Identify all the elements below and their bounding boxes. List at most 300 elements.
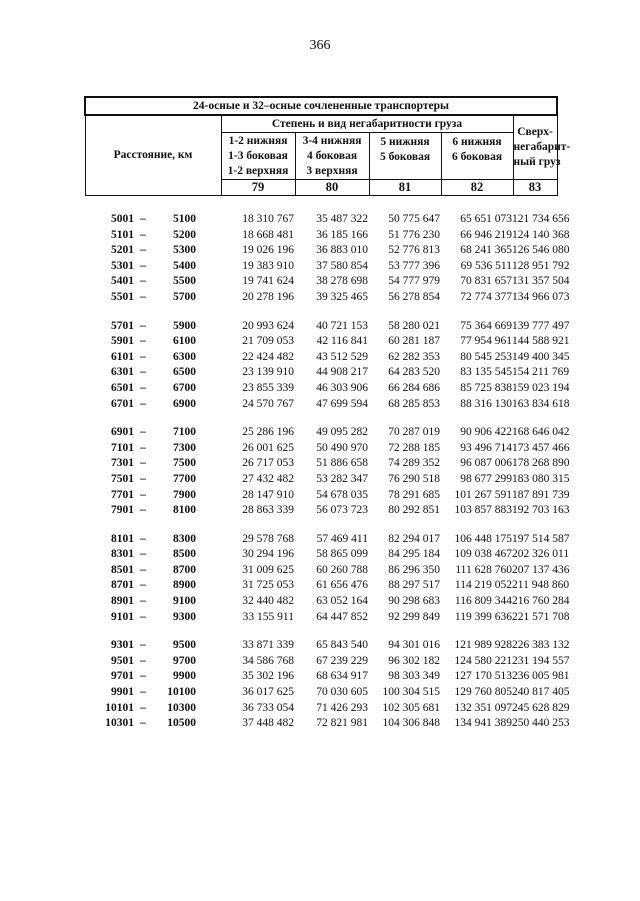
distance-dash: – [140,670,146,683]
distance-dash: – [140,701,146,714]
distance-to: 9300 [173,610,196,623]
table-row [84,532,556,548]
data-table-body [84,212,570,732]
value-cell: 50 490 970 [316,441,368,454]
value-cell: 83 135 545 [460,366,512,379]
value-cell: 131 357 504 [512,275,570,288]
distance-from: 5001 [111,213,134,225]
distance-from: 8501 [111,563,134,576]
table-row [84,441,556,457]
table-title: 24-осные и 32–осные сочлененные транспортеры [85,97,557,115]
distance-dash: – [140,366,146,379]
value-cell: 64 283 520 [388,366,440,379]
gap-cell [84,519,556,532]
value-cell: 211 948 860 [512,579,570,592]
distance-dash: – [140,654,146,667]
distance-to: 7500 [173,457,196,470]
distance-to: 6700 [173,381,196,394]
distance-dash: – [140,441,146,454]
distance-cell [84,425,220,441]
table-row [84,716,556,732]
column-header-line: 6 нижняя [452,136,502,148]
distance-from: 8101 [111,532,134,545]
distance-dash: – [140,548,146,561]
value-cell: 60 260 788 [316,563,368,576]
table-row [84,319,556,335]
value-cell: 72 774 377 [460,290,512,303]
distance-cell [84,441,220,457]
row-group-gap [84,412,556,425]
value-cell: 29 578 768 [242,532,294,545]
value-cell: 52 776 813 [388,244,440,257]
distance-cell [84,334,220,350]
column-header-line: 3 верхняя [306,164,358,177]
distance-to: 6900 [173,397,196,410]
column-header-line: 1-2 верхняя [227,164,289,177]
value-cell: 104 306 848 [382,717,440,730]
value-cell: 60 281 187 [388,335,440,348]
value-cell: 240 817 405 [512,686,570,699]
distance-from: 5401 [111,275,134,288]
value-cell: 197 514 587 [512,532,570,545]
value-cell: 139 777 497 [512,319,570,332]
distance-from: 7501 [111,472,134,485]
value-cell: 19 383 910 [242,259,294,272]
distance-to: 6500 [173,366,196,379]
table-row [84,563,556,579]
distance-cell [84,716,220,732]
value-cell: 96 302 182 [388,654,440,667]
distance-cell [84,290,220,306]
value-cell: 63 052 164 [316,595,368,608]
value-cell: 187 891 739 [512,488,570,501]
value-cell: 128 951 792 [512,259,570,272]
table-row [84,397,556,413]
distance-to: 7700 [173,472,196,485]
table-row [84,228,556,244]
table-row [84,259,556,275]
value-cell: 245 628 829 [512,701,570,714]
distance-from: 8301 [111,548,134,561]
distance-to: 9900 [173,670,196,683]
value-cell: 90 298 683 [388,595,440,608]
value-cell: 20 993 624 [242,319,294,332]
value-cell: 34 586 768 [242,654,294,667]
value-cell: 202 326 011 [512,548,570,561]
table-header [84,96,571,196]
distance-to: 8100 [173,504,196,517]
distance-from: 10101 [105,701,134,714]
distance-cell [84,243,220,259]
distance-cell [84,685,220,701]
value-cell: 25 286 196 [242,426,294,439]
table-row [84,638,556,654]
table-row [84,488,556,504]
value-cell: 65 843 540 [316,639,368,652]
value-cell: 36 185 166 [316,228,368,241]
distance-from: 7901 [111,504,134,517]
value-cell: 32 440 482 [242,595,294,608]
distance-cell [84,532,220,548]
distance-dash: – [140,472,146,485]
value-cell: 121 734 656 [512,213,570,225]
value-cell: 46 303 906 [316,381,368,394]
distance-dash: – [140,717,146,730]
value-cell: 80 292 851 [388,504,440,517]
column-code-81: 81 [369,180,441,196]
value-cell: 67 239 229 [316,654,368,667]
value-cell: 28 863 339 [242,504,294,517]
value-cell: 40 721 153 [316,319,368,332]
distance-dash: – [140,426,146,439]
table-row [84,212,556,228]
distance-cell [84,654,220,670]
page-number: 366 [309,38,331,53]
distance-from: 9101 [111,610,134,623]
distance-cell [84,472,220,488]
value-cell: 231 194 557 [512,654,570,667]
distance-cell [84,578,220,594]
distance-cell [84,638,220,654]
distance-cell [84,274,220,290]
value-cell: 134 966 073 [512,290,570,303]
distance-cell [84,563,220,579]
value-cell: 178 268 890 [512,457,570,470]
value-cell: 30 294 196 [242,548,294,561]
value-cell: 54 678 035 [316,488,368,501]
value-cell: 82 294 017 [388,532,440,545]
value-cell: 149 400 345 [512,350,570,363]
value-cell: 20 278 196 [242,290,294,303]
value-cell: 111 628 760 [455,563,512,576]
table-row [84,472,556,488]
distance-dash: – [140,504,146,517]
value-cell: 98 677 299 [460,472,512,485]
value-cell: 134 941 389 [454,717,512,730]
distance-from: 6301 [111,366,134,379]
value-cell: 72 288 185 [388,441,440,454]
column-header-82 [441,133,513,180]
distance-to: 5200 [173,228,196,241]
value-cell: 66 284 686 [388,381,440,394]
value-cell: 33 871 339 [242,639,294,652]
value-cell: 56 073 723 [316,504,368,517]
distance-dash: – [140,228,146,241]
value-cell: 221 571 708 [512,610,570,623]
value-cell: 114 219 052 [454,579,512,592]
row-group-gap [84,625,556,638]
distance-cell [84,669,220,685]
table-row [84,381,556,397]
value-cell: 116 809 344 [454,595,512,608]
distance-from: 5301 [111,259,134,272]
data-table [84,212,570,732]
value-cell: 226 383 132 [512,639,570,652]
value-cell: 26 717 053 [242,457,294,470]
distance-to: 8300 [173,532,196,545]
value-cell: 119 399 636 [454,610,512,623]
value-cell: 57 469 411 [316,532,368,545]
value-cell: 36 017 625 [242,686,294,699]
distance-from: 5901 [111,335,134,348]
value-cell: 21 709 053 [242,335,294,348]
distance-cell [84,212,220,228]
column-code-79: 79 [221,180,295,196]
distance-from: 6901 [111,426,134,439]
distance-to: 9700 [173,654,196,667]
value-cell: 159 023 194 [512,381,570,394]
distance-from: 9901 [111,686,134,699]
value-cell: 126 546 080 [512,244,570,257]
value-cell: 35 487 322 [316,213,368,225]
column-code-83: 83 [513,180,557,196]
value-cell: 69 536 511 [460,259,512,272]
distance-dash: – [140,579,146,592]
value-cell: 71 426 293 [316,701,368,714]
distance-to: 9500 [173,639,196,652]
distance-from: 7101 [111,441,134,454]
value-cell: 39 325 465 [316,290,368,303]
distance-cell [84,350,220,366]
value-cell: 44 908 217 [316,366,368,379]
value-cell: 103 857 883 [454,504,512,517]
distance-dash: – [140,488,146,501]
value-cell: 62 282 353 [388,350,440,363]
value-cell: 68 241 365 [460,244,512,257]
value-cell: 127 170 513 [454,670,512,683]
column-header-line: 1-2 нижняя [228,134,288,147]
table-row [84,365,556,381]
distance-to: 5100 [173,213,196,225]
value-cell: 183 080 315 [512,472,570,485]
value-cell: 124 580 221 [454,654,512,667]
distance-cell [84,701,220,717]
distance-dash: – [140,686,146,699]
value-cell: 96 087 006 [460,457,512,470]
distance-cell [84,594,220,610]
value-cell: 61 656 476 [316,579,368,592]
distance-dash: – [140,319,146,332]
distance-dash: – [140,244,146,257]
gap-cell [84,412,556,425]
distance-from: 5501 [111,290,134,303]
distance-cell [84,456,220,472]
value-cell: 23 855 339 [242,381,294,394]
distance-to: 7900 [173,488,196,501]
distance-from: 9701 [111,670,134,683]
value-cell: 36 883 010 [316,244,368,257]
value-cell: 100 304 515 [382,686,440,699]
column-header-line: 5 боковая [379,151,431,163]
distance-cell [84,547,220,563]
column-header-line: 1-3 боковая [228,149,288,162]
row-group-gap [84,519,556,532]
distance-to: 6100 [173,335,196,348]
column-header-80 [295,133,369,180]
value-cell: 66 946 219 [460,228,512,241]
value-cell: 49 095 282 [316,426,368,439]
distance-from: 7301 [111,457,134,470]
value-cell: 27 432 482 [242,472,294,485]
value-cell: 132 351 097 [454,701,512,714]
table-row [84,274,556,290]
column-header-83 [513,115,571,180]
value-cell: 47 699 594 [316,397,368,410]
gap-cell [84,306,556,319]
distance-from: 5201 [111,244,134,257]
value-cell: 31 009 625 [242,563,294,576]
value-cell: 88 316 130 [460,397,512,410]
value-cell: 85 725 838 [460,381,512,394]
distance-dash: – [140,610,146,623]
table-row [84,243,556,259]
distance-dash: – [140,532,146,545]
value-cell: 72 821 981 [316,717,368,730]
value-cell: 109 038 467 [454,548,512,561]
column-header-line: 4 боковая [306,149,358,162]
distance-to: 5500 [173,275,196,288]
table-row [84,425,556,441]
value-cell: 124 140 368 [512,228,570,241]
value-cell: 56 278 854 [388,290,440,303]
distance-cell [84,488,220,504]
table-row [84,594,556,610]
column-code-82: 82 [441,180,513,196]
distance-dash: – [140,563,146,576]
distance-from: 6701 [111,397,134,410]
distance-cell [84,228,220,244]
distance-dash: – [140,457,146,470]
distance-cell [84,319,220,335]
value-cell: 53 777 396 [388,259,440,272]
value-cell: 26 001 625 [242,441,294,454]
value-cell: 70 287 019 [388,426,440,439]
column-header-line: 5 нижняя [380,136,430,148]
distance-from: 10301 [105,717,134,730]
table-row [84,610,556,626]
distance-to: 9100 [173,595,196,608]
value-cell: 77 954 961 [460,335,512,348]
value-cell: 94 301 016 [388,639,440,652]
value-cell: 70 030 605 [316,686,368,699]
table-row [84,578,556,594]
value-cell: 88 297 517 [388,579,440,592]
distance-cell [84,365,220,381]
value-cell: 163 834 618 [512,397,570,410]
column-header-79 [221,133,295,180]
distance-to: 10300 [167,701,196,714]
distance-cell [84,610,220,626]
value-cell: 76 290 518 [388,472,440,485]
column-header-line: 3-4 нижняя [302,134,362,147]
distance-to: 5700 [173,290,196,303]
distance-dash: – [140,639,146,652]
distance-to: 10500 [167,717,196,730]
degree-header: Степень и вид негабаритности груза [221,115,513,133]
value-cell: 173 457 466 [512,441,570,454]
column-header-81 [369,133,441,180]
value-cell: 102 305 681 [382,701,440,714]
value-cell: 18 310 767 [242,213,294,225]
distance-dash: – [140,213,146,225]
value-cell: 68 285 853 [388,397,440,410]
distance-header: Расстояние, км [85,115,221,196]
distance-to: 7300 [173,441,196,454]
distance-to: 10100 [167,686,196,699]
value-cell: 65 651 073 [460,213,512,225]
value-cell: 37 448 482 [242,717,294,730]
distance-to: 7100 [173,426,196,439]
value-cell: 50 775 647 [388,213,440,225]
value-cell: 168 646 042 [512,426,570,439]
table-row [84,685,556,701]
column-header-line: ный груз [513,156,561,168]
distance-to: 5900 [173,319,196,332]
distance-from: 5101 [111,228,134,241]
value-cell: 43 512 529 [316,350,368,363]
table-row [84,334,556,350]
value-cell: 75 364 669 [460,319,512,332]
distance-to: 8700 [173,563,196,576]
value-cell: 236 005 981 [512,670,570,683]
value-cell: 86 296 350 [388,563,440,576]
gap-cell [84,625,556,638]
value-cell: 84 295 184 [388,548,440,561]
value-cell: 33 155 911 [242,610,294,623]
distance-dash: – [140,275,146,288]
value-cell: 58 280 021 [388,319,440,332]
distance-from: 8901 [111,595,134,608]
value-cell: 28 147 910 [242,488,294,501]
distance-from: 9301 [111,639,134,652]
distance-cell [84,397,220,413]
distance-cell [84,259,220,275]
distance-from: 9501 [111,654,134,667]
value-cell: 106 448 175 [454,532,512,545]
value-cell: 92 299 849 [388,610,440,623]
value-cell: 51 886 658 [316,457,368,470]
table-row [84,701,556,717]
table-row [84,547,556,563]
value-cell: 144 588 921 [512,335,570,348]
distance-to: 6300 [173,350,196,363]
column-code-80: 80 [295,180,369,196]
value-cell: 58 865 099 [316,548,368,561]
value-cell: 192 703 163 [512,504,570,517]
distance-from: 8701 [111,579,134,592]
value-cell: 35 302 196 [242,670,294,683]
value-cell: 54 777 979 [388,275,440,288]
value-cell: 51 776 230 [388,228,440,241]
value-cell: 36 733 054 [242,701,294,714]
value-cell: 154 211 769 [512,366,570,379]
distance-cell [84,503,220,519]
column-header-line: 6 боковая [451,151,503,163]
value-cell: 250 440 253 [512,717,570,730]
distance-from: 5701 [111,319,134,332]
value-cell: 19 741 624 [242,275,294,288]
value-cell: 207 137 436 [512,563,570,576]
table-row [84,290,556,306]
table-row [84,669,556,685]
distance-dash: – [140,350,146,363]
value-cell: 98 303 349 [388,670,440,683]
distance-cell [84,381,220,397]
row-group-gap [84,306,556,319]
value-cell: 90 906 422 [460,426,512,439]
value-cell: 216 760 284 [512,595,570,608]
value-cell: 129 760 805 [454,686,512,699]
